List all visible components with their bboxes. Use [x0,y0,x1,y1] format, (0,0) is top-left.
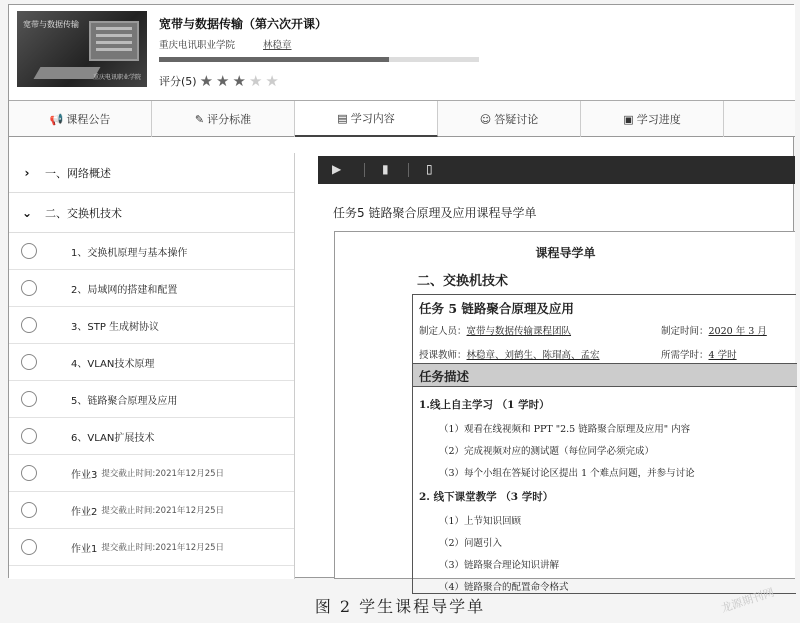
assignment-item[interactable] [9,455,294,492]
progress-icon: ▣ [623,112,634,126]
tab-grading[interactable] [152,101,295,137]
lesson-label: 1、交换机原理与基本操作 [71,247,188,259]
tab-label: 学习内容 [350,112,395,125]
course-header [9,5,795,101]
time-value: 2020 年 3 月 [708,326,767,337]
assignment-label: 作业1 [71,543,98,555]
course-outline-sidebar [9,153,295,579]
status-circle-icon [21,243,37,259]
star-empty-icon[interactable]: ★ [265,71,279,90]
teachers-value: 林稳章、刘鹤生、陈瑁高、孟宏 [466,350,600,361]
tab-label: 学习进度 [636,113,681,126]
online-item: （2）完成视频对应的测试题（每位同学必须完成） [439,446,655,457]
lesson-item[interactable] [9,381,294,418]
status-circle-icon [21,317,37,333]
due-label: 提交截止时间: [101,469,156,479]
teacher-link[interactable]: 林稳章 [263,40,292,51]
maker-row [419,323,571,337]
document-icon[interactable]: ▮ [382,162,389,176]
play-icon[interactable]: ▶ [332,162,342,176]
star-empty-icon[interactable]: ★ [248,71,263,90]
lesson-label: 3、STP 生成树协议 [71,321,160,333]
task-description-label: 任务描述 [419,369,470,384]
lesson-label: 4、VLAN技术原理 [71,358,155,370]
lesson-label: 6、VLAN扩展技术 [71,432,155,444]
tab-announcements[interactable] [9,101,152,137]
cover-title: 宽带与数据传输 [23,20,79,29]
assignment-label: 作业3 [71,469,98,481]
online-item: （3）每个小组在答疑讨论区提出 1 个难点问题，并参与讨论 [439,468,695,479]
offline-item: （4）链路聚合的配置命令格式 [439,582,569,593]
lesson-item[interactable] [9,270,294,307]
star-filled-icon[interactable]: ★ [216,71,230,90]
status-circle-icon [21,354,37,370]
time-row [661,323,767,337]
tab-content[interactable] [295,101,438,137]
chapter-label: 二、交换机技术 [45,206,122,220]
lesson-item[interactable] [9,307,294,344]
due-label: 提交截止时间: [101,506,156,516]
course-cover-image [17,11,147,87]
online-item: （1）观看在线视频和 PPT "2.5 链路聚合原理及应用" 内容 [439,424,691,435]
chapter-network-overview[interactable] [9,153,294,193]
teachers-label: 授课教师： [419,350,467,361]
chevron-down-icon: ⌄ [21,205,33,220]
watermark: 龙源期刊网 [719,585,776,616]
hours-label: 所需学时： [661,350,709,361]
due-date: 2021年12月25日 [155,506,225,516]
laptop-graphic [89,21,139,61]
rating-label: 评分(5) [159,75,197,88]
star-filled-icon[interactable]: ★ [232,71,246,90]
guide-document [334,231,795,593]
course-title: 宽带与数据传输（第六次开课） [159,17,328,31]
teachers-row [419,347,600,361]
offline-item: （3）链路聚合理论知识讲解 [439,560,560,571]
keyboard-graphic [34,67,101,79]
due-label: 提交截止时间: [101,543,156,553]
player-toolbar [318,156,795,184]
lesson-label: 5、链路聚合原理及应用 [71,395,178,407]
status-circle-icon [21,280,37,296]
chapter-switch-technology[interactable] [9,193,294,233]
lesson-item[interactable] [9,344,294,381]
due-date: 2021年12月25日 [155,469,225,479]
offline-item: （1）上节知识回顾 [439,516,522,527]
rating-stars[interactable] [197,71,279,90]
course-progress-fill [159,57,389,62]
status-circle-icon [21,539,37,555]
figure-caption: 图 2 学生课程导学单 [314,597,486,616]
app-window [8,4,794,593]
tab-label: 答疑讨论 [494,113,539,126]
doc-table [412,294,796,594]
lesson-label: 2、局域网的搭建和配置 [71,284,178,296]
cover-school: 重庆电讯职业学院 [92,74,141,81]
megaphone-icon: 📢 [49,112,64,126]
content-title: 任务5 链路聚合原理及应用课程导学单 [333,206,537,220]
lesson-item[interactable] [9,233,294,270]
chevron-right-icon: › [24,165,30,180]
assignment-item[interactable] [9,492,294,529]
maker-value: 宽带与数据传输课程团队 [466,326,572,337]
task-description-header [413,363,797,387]
pencil-icon: ✎ [194,112,205,126]
task-title: 任务 5 链路聚合原理及应用 [419,301,574,316]
time-label: 制定时间： [661,326,709,337]
school-name: 重庆电讯职业学院 [159,40,236,51]
doc-title: 课程导学单 [535,246,596,260]
status-circle-icon [21,428,37,444]
tab-discussion[interactable] [438,101,581,137]
chat-icon: ☺ [479,112,492,126]
course-progress-bar [159,57,479,62]
tab-label: 课程公告 [66,113,111,126]
chapter-label: 一、网络概述 [45,166,111,180]
rating [159,73,279,89]
offline-item: （2）问题引入 [439,538,503,549]
assignment-item[interactable] [9,529,294,566]
book-icon: ▤ [337,111,348,125]
hours-row [661,347,737,361]
hours-value: 4 学时 [708,350,737,361]
tab-bar [9,101,795,137]
lesson-item[interactable] [9,418,294,455]
divider [364,163,365,177]
status-circle-icon [21,391,37,407]
assignment-label: 作业2 [71,506,98,518]
section-online: 1.线上自主学习 （1 学时） [419,399,550,411]
maker-label: 制定人员： [419,326,467,337]
status-circle-icon [21,502,37,518]
doc-chapter: 二、交换机技术 [417,274,509,289]
star-filled-icon[interactable]: ★ [199,71,214,90]
page-icon[interactable]: ▯ [426,162,433,176]
status-circle-icon [21,465,37,481]
tab-label: 评分标准 [207,113,252,126]
section-offline: 2. 线下课堂教学 （3 学时） [419,491,554,503]
tab-progress[interactable] [581,101,724,137]
divider [408,163,409,177]
due-date: 2021年12月25日 [155,543,225,553]
